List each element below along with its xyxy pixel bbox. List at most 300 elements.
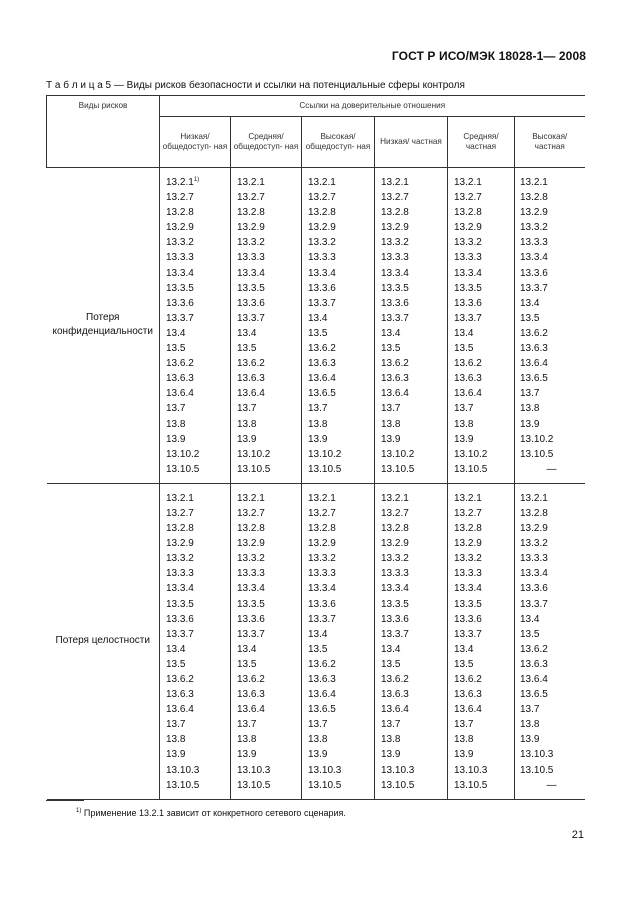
reference-code-text: 13.3.4 [237,583,265,595]
reference-code-text: 13.3.6 [454,613,482,625]
reference-code-text: 13.5 [454,658,474,670]
reference-code-text: 13.3.7 [520,598,548,610]
table-caption: Т а б л и ц а 5 — Виды рисков безопасности и ссылки на потенциальные сферы контроля [46,80,465,91]
reference-code [381,296,447,311]
reference-code-text: 13.3.5 [381,598,409,610]
reference-code [454,687,514,702]
reference-code [308,536,374,551]
reference-cell [375,483,448,799]
reference-code [166,266,230,281]
reference-code-text: 13.2.8 [520,192,548,204]
reference-code [308,417,374,432]
reference-code [166,612,230,627]
reference-code [308,521,374,536]
table-row [47,168,585,484]
reference-code-text: 13.3.4 [381,583,409,595]
reference-code [454,296,514,311]
reference-code [520,190,585,205]
reference-code-text: 13.2.8 [308,523,336,535]
reference-code [308,642,374,657]
reference-code-text: 13.6.2 [520,643,548,655]
reference-code [381,581,447,596]
reference-code-text: 13.6.2 [381,674,409,685]
reference-code [454,763,514,778]
reference-code-text: 13.2.9 [454,222,482,234]
reference-code-text: 13.2.7 [237,507,265,519]
reference-code-text: 13.10.5 [237,779,271,791]
reference-code-text: 13.3.3 [308,252,336,264]
reference-code [237,581,301,596]
reference-code [381,491,447,506]
reference-code-text: 13.9 [381,433,401,445]
reference-code-text: 13.7 [520,704,540,716]
reference-code [454,581,514,596]
reference-code [237,250,301,265]
reference-code [308,747,374,762]
reference-code [237,551,301,566]
reference-code [166,447,230,462]
reference-code-text: 13.7 [381,719,401,731]
reference-code-text: 13.6.3 [454,689,482,701]
reference-code [308,205,374,220]
reference-code [237,672,301,687]
reference-code-text: 13.3.5 [166,598,194,610]
reference-code [454,627,514,642]
reference-code [166,672,230,687]
reference-code-text: 13.6.4 [520,674,548,685]
reference-code-text: 13.9 [454,749,474,761]
reference-code [237,462,301,477]
reference-code-text: 13.3.4 [308,267,336,279]
reference-code-text: 13.5 [381,658,401,670]
reference-code-text: 13.5 [166,658,186,670]
document-code: ГОСТ Р ИСО/МЭК 18028-1— 2008 [391,49,586,63]
reference-code-text: 13.10.2 [520,433,554,445]
reference-code-text: 13.3.3 [454,252,482,264]
reference-code [454,778,514,793]
reference-code-text: 13.8 [237,418,257,430]
reference-code-text: 13.6.3 [381,373,409,385]
table-body [47,168,585,800]
reference-code [308,356,374,371]
reference-code [520,462,585,477]
reference-code [237,657,301,672]
reference-code [237,702,301,717]
reference-code-text: 13.6.5 [520,689,548,701]
reference-code-text: 13.10.3 [381,764,415,776]
reference-code [166,341,230,356]
reference-code [381,447,447,462]
reference-code-text: 13.3.2 [381,237,409,249]
reference-code [381,627,447,642]
reference-code [381,763,447,778]
reference-code [520,778,585,793]
reference-code-text: 13.3.2 [454,237,482,249]
reference-code-text: 13.4 [520,613,540,625]
reference-code-text: 13.6.2 [520,327,548,339]
reference-code [381,281,447,296]
table-row [47,483,585,799]
reference-code [237,732,301,747]
reference-code [237,356,301,371]
reference-code-text: — [546,463,557,475]
reference-code-text: 13.3.2 [520,538,548,550]
reference-code [166,250,230,265]
reference-code-text: 13.3.3 [520,237,548,249]
reference-code-text: 13.6.2 [308,658,336,670]
reference-code-text: 13.4 [381,327,401,339]
reference-code-text: 13.7 [308,719,328,731]
reference-code [166,386,230,401]
reference-code [237,612,301,627]
reference-code [308,296,374,311]
reference-code-text: 13.6.3 [308,674,336,685]
reference-code [520,250,585,265]
reference-code-text: 13.7 [454,403,474,415]
reference-code [381,536,447,551]
reference-code [308,190,374,205]
reference-code-text: 13.2.8 [237,207,265,219]
reference-code [454,612,514,627]
reference-cell [515,483,585,799]
reference-code [454,205,514,220]
reference-code [381,175,447,190]
reference-code-text: 13.8 [308,418,328,430]
reference-code-text: 13.2.8 [454,207,482,219]
reference-code-text: 13.6.2 [166,358,194,370]
reference-code [520,371,585,386]
reference-code-text: 13.10.5 [308,463,342,475]
reference-code [520,432,585,447]
reference-code [166,190,230,205]
reference-code-text: 13.10.5 [166,779,200,791]
reference-code [454,717,514,732]
reference-code [237,627,301,642]
page-number: 21 [571,829,584,841]
reference-code [454,672,514,687]
reference-code [237,205,301,220]
reference-code-text: 13.6.3 [520,343,548,355]
reference-code-text: 13.10.5 [381,463,415,475]
reference-code [520,597,585,612]
reference-code [308,702,374,717]
reference-code-text: 13.6.5 [308,704,336,716]
reference-code-text: 13.6.5 [308,388,336,400]
reference-code [166,506,230,521]
reference-code-text: 13.3.3 [237,568,265,580]
reference-code [381,612,447,627]
reference-code [381,266,447,281]
reference-code-text: 13.6.2 [381,358,409,370]
reference-cell [231,483,302,799]
reference-code-text: 13.6.2 [454,358,482,370]
reference-code-text: 13.8 [166,418,186,430]
reference-code [166,220,230,235]
reference-code-text: 13.3.7 [454,628,482,640]
reference-code-text: 13.8 [237,734,257,746]
reference-code-text: 13.2.1 [237,177,265,188]
reference-code-text: 13.6.4 [308,373,336,385]
reference-code-text: 13.2.1 [381,177,409,188]
reference-code-text: 13.9 [454,433,474,445]
reference-code [308,672,374,687]
reference-code-text: 13.3.3 [454,568,482,580]
reference-code [520,672,585,687]
reference-code-text: 13.2.1 [454,177,482,188]
reference-code [520,521,585,536]
reference-code-text: 13.3.4 [381,267,409,279]
reference-code-text: 13.3.6 [454,297,482,309]
reference-code-text: 13.3.6 [308,598,336,610]
reference-code [308,581,374,596]
reference-code-text: 13.9 [166,433,186,445]
reference-code [520,326,585,341]
reference-code-text: 13.2.7 [381,192,409,204]
reference-code [308,491,374,506]
reference-code [454,491,514,506]
reference-code-text: 13.4 [381,643,401,655]
reference-code-text: 13.2.7 [381,507,409,519]
reference-code [237,447,301,462]
reference-code [308,432,374,447]
reference-code [381,506,447,521]
reference-code [308,462,374,477]
reference-code-text: 13.7 [381,403,401,415]
reference-code [381,642,447,657]
reference-code [454,747,514,762]
reference-code [308,778,374,793]
reference-code-text: 13.10.2 [381,448,415,460]
reference-code [237,266,301,281]
reference-code [308,371,374,386]
reference-code [237,778,301,793]
reference-code-text: 13.4 [237,643,257,655]
reference-code [308,551,374,566]
reference-code [381,521,447,536]
reference-code [166,371,230,386]
reference-code-text: 13.6.5 [520,373,548,385]
reference-code-text: 13.3.7 [454,312,482,324]
reference-code-text: 13.6.4 [454,704,482,716]
reference-code [454,642,514,657]
reference-code [237,175,301,190]
reference-code [520,612,585,627]
reference-code-text: 13.3.6 [381,297,409,309]
reference-code-text: 13.3.4 [237,267,265,279]
reference-code [237,190,301,205]
reference-code [308,281,374,296]
reference-code-text: 13.5 [520,312,540,324]
reference-code [166,296,230,311]
reference-code [454,521,514,536]
reference-code [166,687,230,702]
reference-code [381,235,447,250]
reference-code-text: 13.10.2 [166,448,200,460]
reference-code-text: 13.6.3 [237,689,265,701]
reference-code-text: 13.3.7 [381,312,409,324]
reference-code-text: 13.9 [520,734,540,746]
reference-code-text: 13.8 [520,719,540,731]
reference-code-text: 13.3.2 [166,553,194,565]
reference-code [166,581,230,596]
reference-code-text: 13.6.2 [166,674,194,685]
reference-code-text: 13.3.6 [166,297,194,309]
reference-code-text: 13.7 [520,388,540,400]
reference-code-text: 13.3.2 [166,237,194,249]
reference-code [381,687,447,702]
reference-code [237,597,301,612]
reference-code-text: — [546,779,557,791]
reference-cell [375,168,448,484]
reference-code [454,386,514,401]
reference-code [308,386,374,401]
reference-code [308,250,374,265]
reference-code [166,401,230,416]
reference-cell [448,168,515,484]
column-header: Высокая/ общедоступ- ная [302,117,375,168]
reference-code [454,702,514,717]
reference-code-text: 13.6.3 [166,689,194,701]
reference-code-text: 13.2.9 [381,222,409,234]
reference-code [166,566,230,581]
reference-code-text: 13.6.4 [166,704,194,716]
reference-code-text: 13.3.3 [308,568,336,580]
reference-code [308,266,374,281]
reference-code-text: 13.6.3 [520,658,548,670]
group-header: Ссылки на доверительные отношения [160,96,585,117]
reference-code [166,778,230,793]
reference-code-text: 13.6.2 [308,343,336,355]
footnote-reference-mark: 1) [193,177,200,183]
reference-code [166,536,230,551]
reference-code-text: 13.10.3 [237,764,271,776]
reference-code [454,462,514,477]
reference-code [454,732,514,747]
reference-code [381,747,447,762]
reference-code-text: 13.10.2 [308,448,342,460]
reference-code [454,566,514,581]
reference-code [308,311,374,326]
reference-code-text: 13.6.3 [237,373,265,385]
reference-code-text: 13.2.8 [520,507,548,519]
reference-code [520,386,585,401]
reference-code-text: 13.6.4 [381,704,409,716]
reference-code-text: 13.3.2 [454,553,482,565]
reference-code [237,220,301,235]
reference-code-text: 13.3.2 [520,222,548,234]
reference-code-text: 13.2.9 [237,538,265,550]
reference-code-text: 13.5 [520,628,540,640]
reference-code-text: 13.8 [454,734,474,746]
reference-code [166,521,230,536]
reference-code [381,341,447,356]
reference-code-text: 13.10.5 [381,779,415,791]
reference-code [237,687,301,702]
column-header: Низкая/ частная [375,117,448,168]
reference-code-text: 13.2.8 [381,523,409,535]
reference-code [381,432,447,447]
reference-code [520,491,585,506]
reference-code-text: 13.9 [308,433,328,445]
reference-code [166,657,230,672]
reference-code-text: 13.3.4 [308,583,336,595]
reference-code [520,551,585,566]
reference-code-text: 13.3.3 [166,252,194,264]
reference-code [520,687,585,702]
reference-code [381,566,447,581]
reference-code-text: 13.4 [308,312,328,324]
reference-code-text: 13.4 [166,327,186,339]
reference-code [454,190,514,205]
reference-code [237,747,301,762]
reference-code-text: 13.6.4 [381,388,409,400]
reference-code-text: 13.3.7 [308,297,336,309]
reference-code-text: 13.6.3 [166,373,194,385]
reference-code-text: 13.3.6 [237,297,265,309]
reference-code-text: 13.2.7 [454,192,482,204]
reference-code-text: 13.9 [237,749,257,761]
reference-code [166,205,230,220]
reference-code [454,235,514,250]
reference-code-text: 13.5 [308,643,328,655]
reference-code-text: 13.3.4 [166,583,194,595]
reference-code-text: 13.3.4 [454,583,482,595]
reference-code-text: 13.3.3 [381,568,409,580]
reference-code [237,521,301,536]
reference-code-text: 13.6.4 [520,358,548,370]
reference-code-text: 13.2.7 [454,507,482,519]
reference-code [454,311,514,326]
footnote-rule [46,800,84,801]
reference-code [237,491,301,506]
footnote-text: Применение 13.2.1 зависит от конкретного сетевого сценария. [83,808,346,818]
reference-code-text: 13.2.7 [166,192,194,204]
reference-code-text: 13.10.2 [454,448,488,460]
reference-code [454,356,514,371]
reference-code [166,551,230,566]
reference-code-text: 13.3.4 [166,267,194,279]
reference-code-text: 13.9 [381,749,401,761]
reference-code-text: 13.6.4 [166,388,194,400]
reference-code-text: 13.7 [454,719,474,731]
reference-code [520,311,585,326]
reference-code [308,732,374,747]
reference-code [308,717,374,732]
reference-code [520,266,585,281]
reference-code [237,417,301,432]
reference-code-text: 13.3.3 [237,252,265,264]
reference-code [454,536,514,551]
reference-code-text: 13.5 [237,658,257,670]
reference-code-text: 13.4 [237,327,257,339]
reference-code-text: 13.8 [381,418,401,430]
reference-code-text: 13.3.2 [381,553,409,565]
reference-code-text: 13.2.1 [308,492,336,504]
reference-code-text: 13.2.8 [166,523,194,535]
reference-code-text: 13.4 [308,628,328,640]
reference-code-text: 13.3.5 [237,598,265,610]
reference-code-text: 13.10.3 [520,749,554,761]
reference-code-text: 13.2.7 [166,507,194,519]
reference-code-text: 13.3.4 [454,267,482,279]
reference-code [520,763,585,778]
reference-code-text: 13.5 [454,343,474,355]
reference-code [308,627,374,642]
reference-code-text: 13.9 [308,749,328,761]
reference-code [237,326,301,341]
reference-code [308,657,374,672]
reference-code-text: 13.5 [381,343,401,355]
